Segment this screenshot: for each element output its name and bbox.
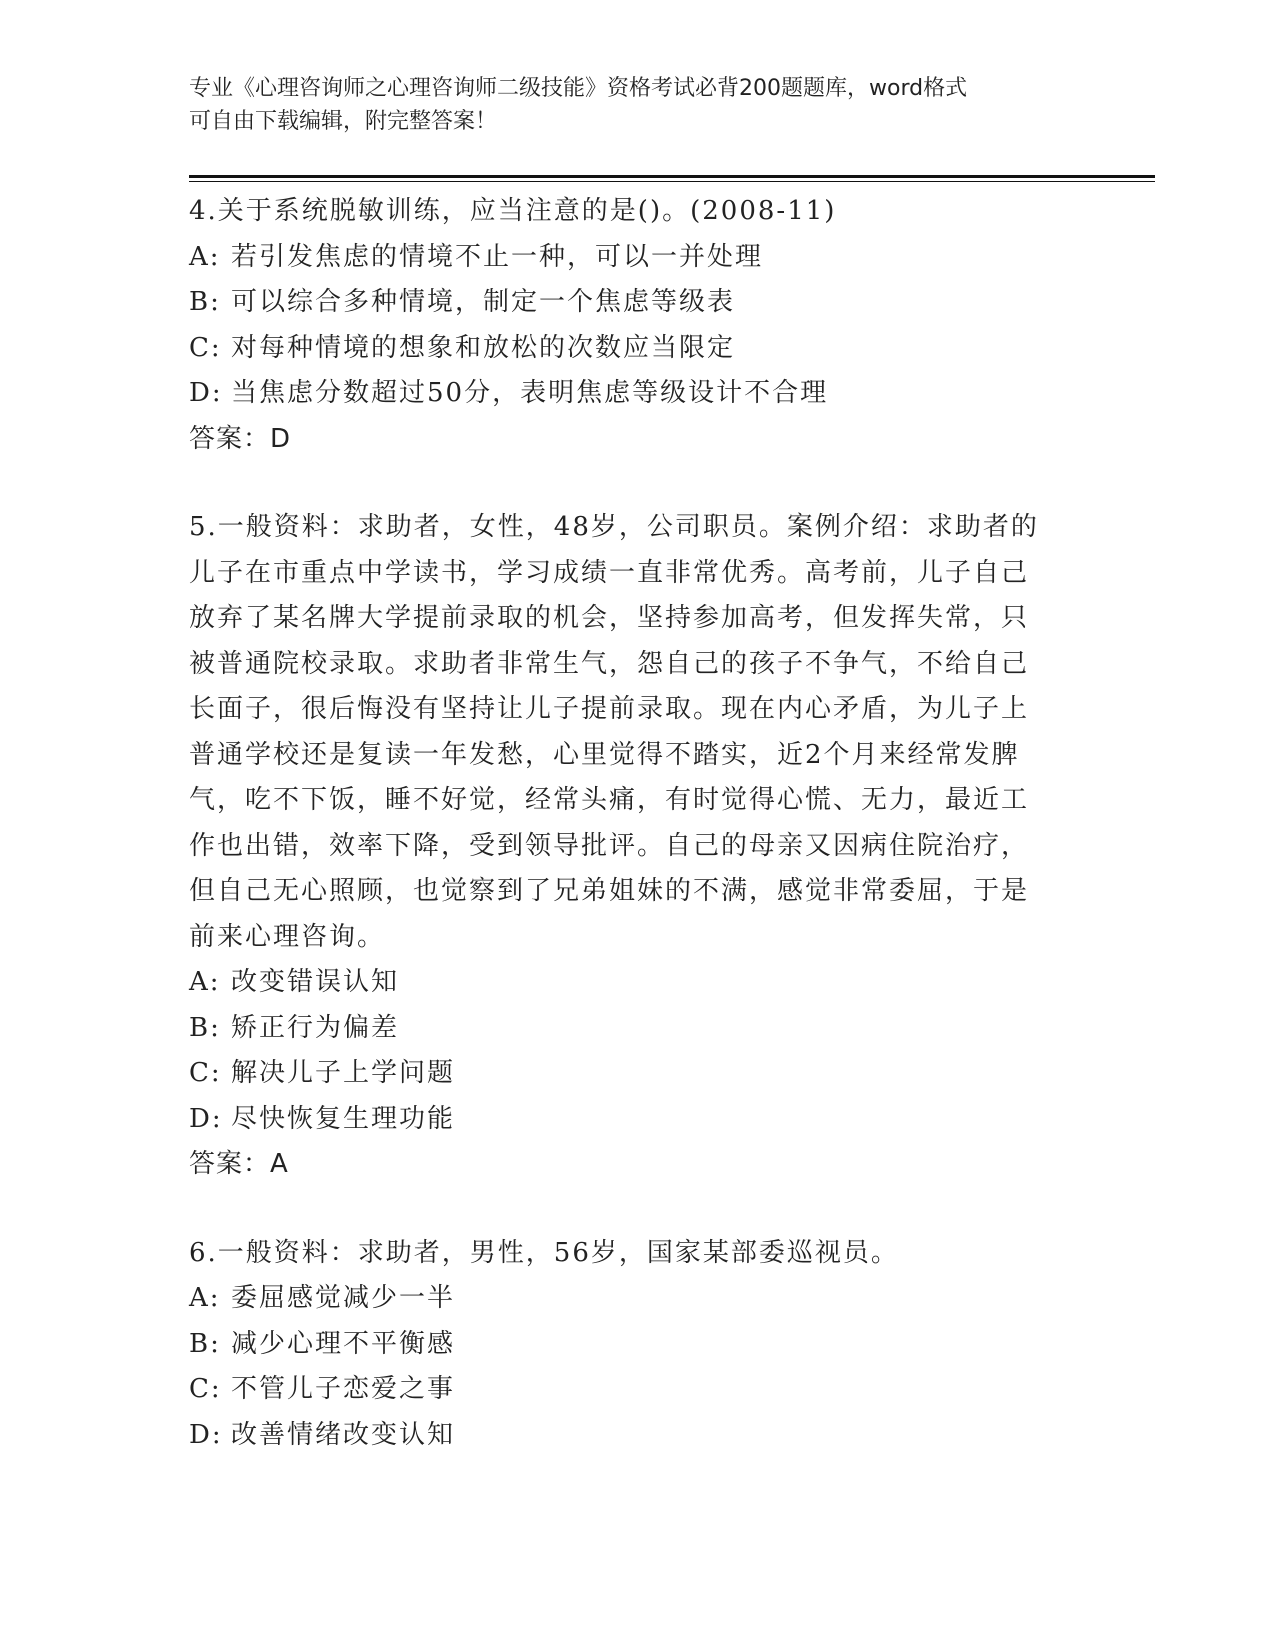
option-key: D:	[189, 378, 223, 408]
option-key: B:	[189, 1012, 221, 1043]
option-text: 解决儿子上学问题	[231, 1058, 456, 1088]
question-5	[189, 505, 1089, 1188]
question-4	[189, 189, 1089, 462]
option-text: 委屈感觉减少一半	[231, 1283, 456, 1313]
question-5-option-b	[189, 1006, 1089, 1052]
question-5-option-a	[189, 960, 1089, 1006]
option-text: 不管儿子恋爱之事	[231, 1374, 456, 1404]
question-4-option-b	[189, 280, 1089, 326]
option-key: A:	[189, 967, 221, 997]
option-text: 当焦虑分数超过50分，表明焦虑等级设计不合理	[231, 378, 829, 408]
option-key: D:	[189, 1419, 223, 1450]
question-5-stem-line-6: 普通学校还是复读一年发愁，心里觉得不踏实，近2个月来经常发脾	[189, 739, 1020, 770]
document-header	[189, 72, 1089, 138]
question-5-option-d	[189, 1097, 1089, 1143]
question-5-answer: 答案：A	[189, 1149, 289, 1179]
option-text: 改变错误认知	[231, 967, 400, 997]
header-divider-thick	[189, 175, 1155, 178]
question-list	[189, 189, 1089, 1458]
option-key: C:	[189, 1058, 222, 1088]
question-4-stem: 4.关于系统脱敏训练，应当注意的是()。(2008-11)	[189, 196, 837, 226]
option-key: B:	[189, 287, 221, 317]
option-key: B:	[189, 1328, 221, 1359]
question-6-stem: 6.一般资料：求助者，男性，56岁，国家某部委巡视员。	[189, 1237, 899, 1268]
question-5-stem-line-3: 放弃了某名牌大学提前录取的机会，坚持参加高考，但发挥失常，只	[189, 603, 1030, 633]
option-text: 尽快恢复生理功能	[231, 1103, 456, 1134]
option-key: A:	[189, 1283, 221, 1313]
question-4-option-d	[189, 371, 1089, 417]
question-5-stem-line-5: 长面子，很后悔没有坚持让儿子提前录取。现在内心矛盾，为儿子上	[189, 694, 1030, 724]
question-6-option-a	[189, 1276, 1089, 1322]
question-4-option-a	[189, 235, 1089, 281]
option-text: 若引发焦虑的情境不止一种，可以一并处理	[231, 241, 764, 272]
question-5-stem-line-1: 5.一般资料：求助者，女性，48岁，公司职员。案例介绍：求助者的	[189, 512, 1039, 542]
header-line-1: 专业《心理咨询师之心理咨询师二级技能》资格考试必背200题题库，word格式	[189, 76, 968, 101]
question-6	[189, 1231, 1089, 1459]
header-divider-thin	[189, 181, 1155, 182]
question-5-stem-line-10: 前来心理咨询。	[189, 921, 386, 952]
option-text: 矫正行为偏差	[231, 1012, 400, 1043]
option-key: C:	[189, 332, 222, 363]
question-6-option-b	[189, 1322, 1089, 1368]
question-5-stem-line-7: 气，吃不下饭，睡不好觉，经常头痛，有时觉得心慌、无力，最近工	[189, 785, 1030, 815]
option-key: A:	[189, 241, 221, 272]
question-5-stem-line-9: 但自己无心照顾，也觉察到了兄弟姐妹的不满，感觉非常委屈，于是	[189, 876, 1030, 906]
option-text: 可以综合多种情境，制定一个焦虑等级表	[231, 287, 736, 317]
header-line-2: 可自由下载编辑，附完整答案！	[189, 109, 498, 134]
option-key: C:	[189, 1374, 222, 1404]
question-5-option-c	[189, 1051, 1089, 1097]
question-6-option-c	[189, 1367, 1089, 1413]
option-key: D:	[189, 1103, 223, 1134]
option-text: 改善情绪改变认知	[231, 1419, 456, 1450]
option-text: 对每种情境的想象和放松的次数应当限定	[231, 332, 736, 363]
question-4-option-c	[189, 326, 1089, 372]
question-5-stem-line-2: 儿子在市重点中学读书，学习成绩一直非常优秀。高考前，儿子自己	[189, 557, 1030, 588]
question-4-answer: 答案：D	[189, 423, 292, 454]
question-6-option-d	[189, 1413, 1089, 1459]
option-text: 减少心理不平衡感	[231, 1328, 456, 1359]
question-5-stem-line-4: 被普通院校录取。求助者非常生气，怨自己的孩子不争气，不给自己	[189, 648, 1030, 679]
question-5-stem-line-8: 作也出错，效率下降，受到领导批评。自己的母亲又因病住院治疗，	[189, 830, 1030, 861]
